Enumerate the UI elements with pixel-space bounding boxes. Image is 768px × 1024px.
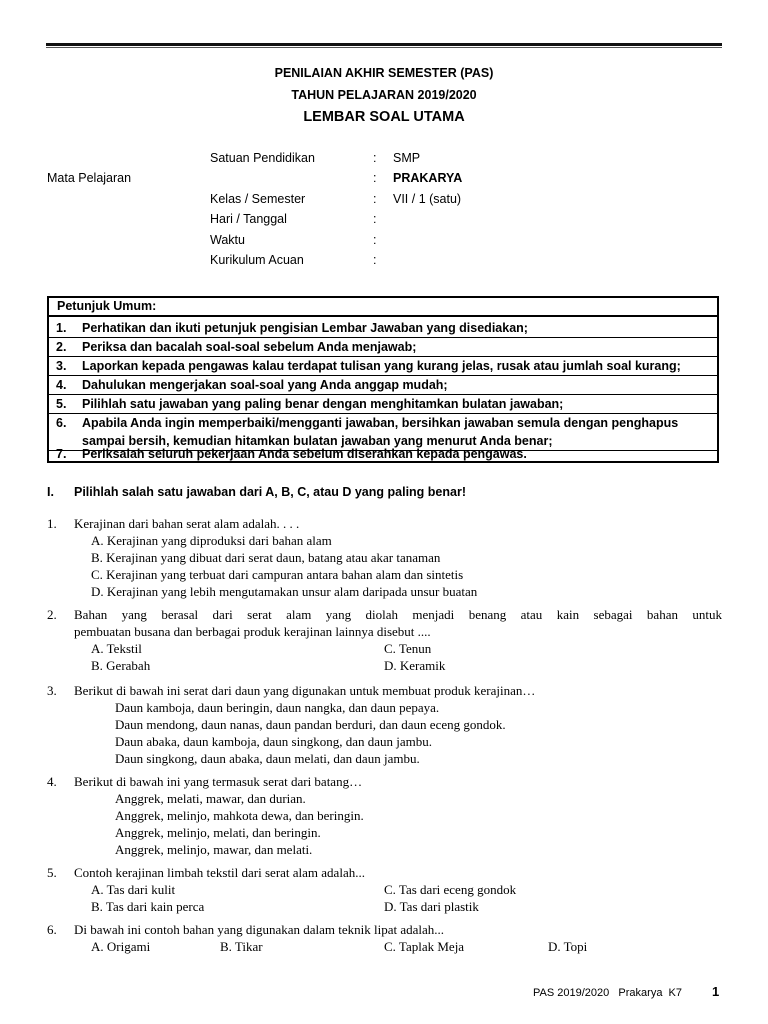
question-text: Berikut di bawah ini serat dari daun yang digunakan untuk membuat produk kerajinan… — [74, 683, 536, 698]
option: D. Topi — [548, 939, 588, 954]
question-number: 4. — [47, 774, 57, 789]
option: Anggrek, melinjo, mahkota dewa, dan beringin. — [115, 808, 364, 823]
instructions-box: Petunjuk Umum: 1. Perhatikan dan ikuti petunjuk pengisian Lembar Jawaban yang disediakan; 2. Periksa dan bacalah soal-soal sebelum Anda menjawab; 3. Laporkan kepada pengawas kalau terdapat tulisan yang kurang jelas, rusak atau jumlah soal kurang; 4. Dahulukan mengerjakan soal-soal yang Anda anggap mudah; 5. Pilihlah satu jawaban yang paling benar dengan menghitamkan bulatan jawaban; 6. Apabila Anda ingin memperbaiki/mengganti jawaban, bersihkan jawaban semula dengan penghapus sampai bersih, kemudian hitamkan bulatan jawaban yang menurut Anda benar; 7. Periksalah seluruh pekerjaan Anda sebelum diserahkan kepada pengawas. — [47, 296, 719, 463]
row-divider — [49, 337, 717, 338]
exam-title: PENILAIAN AKHIR SEMESTER (PAS) — [274, 66, 494, 80]
question-text: Di bawah ini contoh bahan yang digunakan dalam teknik lipat adalah... — [74, 922, 445, 937]
option: Daun singkong, daun abaka, daun melati, dan daun jambu. — [115, 751, 420, 766]
question-number: 2. — [47, 607, 57, 622]
question-text: Berikut di bawah ini yang termasuk serat dari batang… — [74, 774, 363, 789]
option: A. Origami — [91, 939, 151, 954]
field-label: Waktu — [210, 233, 245, 247]
field-value-kelas: VII / 1 (satu) — [393, 192, 462, 206]
field-colon: : — [373, 192, 377, 206]
mapel-label: Mata Pelajaran — [47, 171, 132, 185]
option: A. Kerajinan yang diproduksi dari bahan alam — [91, 533, 332, 548]
question-number: 6. — [47, 922, 57, 937]
option: Daun mendong, daun nanas, daun pandan berduri, dan daun eceng gondok. — [115, 717, 506, 732]
footer-text: PAS 2019/2020 Prakarya K7 — [533, 987, 682, 999]
option: C. Taplak Meja — [384, 939, 465, 954]
sheet-title: LEMBAR SOAL UTAMA — [303, 109, 465, 125]
question-text: Kerajinan dari bahan serat alam adalah. . . . — [74, 516, 300, 531]
field-label: Hari / Tanggal — [210, 212, 287, 226]
option: A. Tekstil — [91, 641, 142, 656]
question-text: Contoh kerajinan limbah tekstil dari serat alam adalah... — [74, 865, 365, 880]
field-value-mapel: PRAKARYA — [393, 171, 463, 185]
question-text-cont: pembuatan busana dan berbagai produk kerajinan lainnya disebut .... — [74, 624, 431, 639]
option: B. Tas dari kain perca — [91, 899, 205, 914]
option: B. Kerajinan yang dibuat dari serat daun, batang atau akar tanaman — [91, 550, 441, 565]
field-label: Kelas / Semester — [210, 192, 306, 206]
option: C. Tenun — [384, 641, 432, 656]
field-colon: : — [373, 253, 377, 267]
section-title: Pilihlah salah satu jawaban dari A, B, C, atau D yang paling benar! — [74, 485, 466, 499]
top-rule — [46, 43, 722, 46]
field-colon: : — [373, 233, 377, 247]
option: A. Tas dari kulit — [91, 882, 176, 897]
row-divider — [49, 375, 717, 376]
section-number: I. — [47, 485, 54, 499]
exam-year: TAHUN PELAJARAN 2019/2020 — [291, 88, 477, 102]
question-number: 5. — [47, 865, 57, 880]
field-colon: : — [373, 212, 377, 226]
option: D. Keramik — [384, 658, 446, 673]
option: Anggrek, melinjo, mawar, dan melati. — [115, 842, 313, 857]
option: C. Tas dari eceng gondok — [384, 882, 517, 897]
row-divider — [49, 356, 717, 357]
option: B. Tikar — [220, 939, 263, 954]
option: Anggrek, melinjo, melati, dan beringin. — [115, 825, 321, 840]
field-colon: : — [373, 171, 377, 185]
option: D. Tas dari plastik — [384, 899, 479, 914]
instructions-title: Petunjuk Umum: — [49, 298, 717, 317]
field-label: Satuan Pendidikan — [210, 151, 315, 165]
option: Daun abaka, daun kamboja, daun singkong, dan daun jambu. — [115, 734, 432, 749]
option: C. Kerajinan yang terbuat dari campuran antara bahan alam dan sintetis — [91, 567, 464, 582]
page-number: 1 — [712, 984, 720, 999]
field-value-satuan: SMP — [393, 151, 421, 165]
field-label: Kurikulum Acuan — [210, 253, 304, 267]
row-divider — [49, 394, 717, 395]
row-divider — [49, 413, 717, 414]
option: D. Kerajinan yang lebih mengutamakan unsur alam daripada unsur buatan — [91, 584, 478, 599]
question-number: 1. — [47, 516, 57, 531]
question-text: Bahan yang berasal dari serat alam yang diolah menjadi benang atau kain sebagai bahan untuk — [74, 607, 722, 622]
field-colon: : — [373, 151, 377, 165]
option: B. Gerabah — [91, 658, 151, 673]
option: Anggrek, melati, mawar, dan durian. — [115, 791, 306, 806]
question-number: 3. — [47, 683, 57, 698]
option: Daun kamboja, daun beringin, daun nangka, dan daun pepaya. — [115, 700, 440, 715]
top-rule-thin — [46, 47, 722, 48]
